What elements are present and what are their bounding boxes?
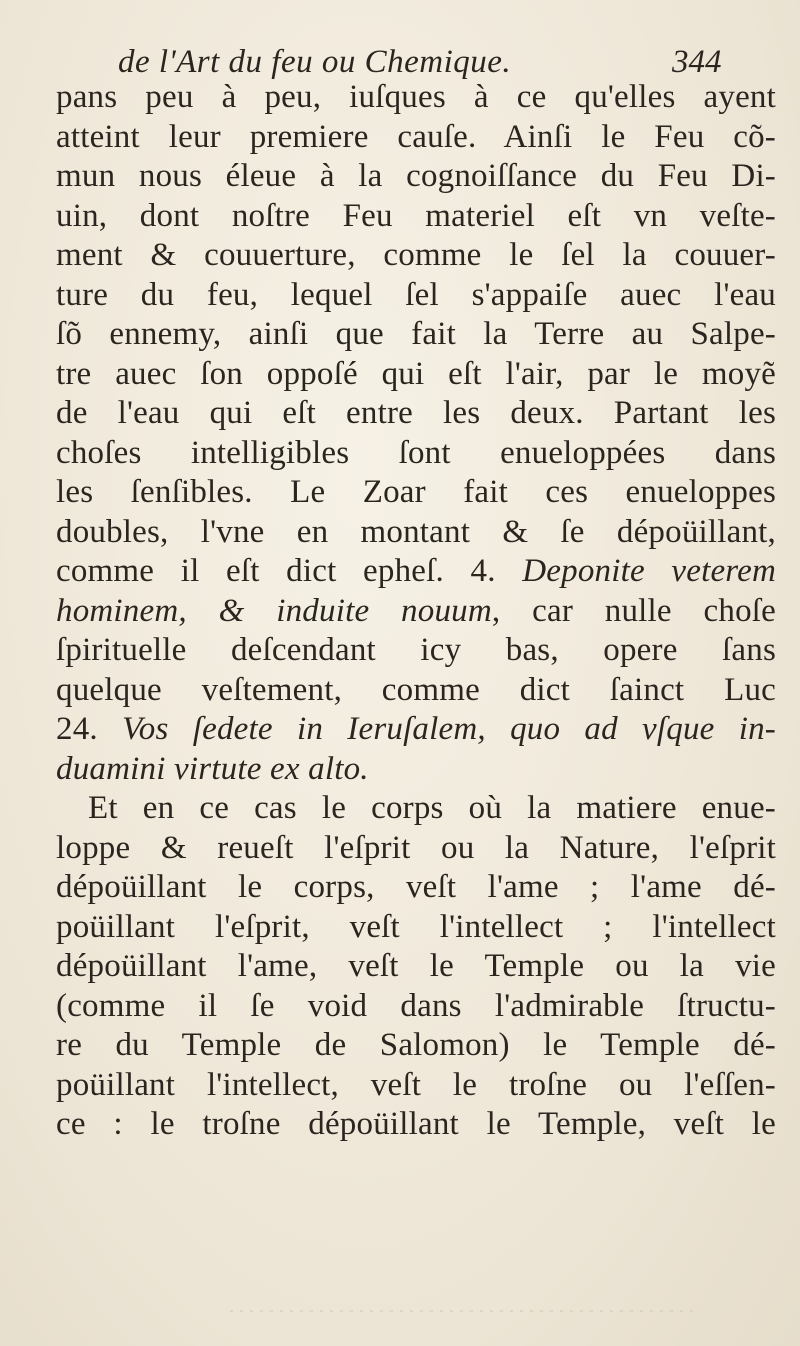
- text-line: [56, 434, 776, 474]
- text-line: [56, 552, 776, 592]
- page-number: 344: [672, 44, 722, 80]
- text-line: [56, 710, 776, 750]
- text-segment: ture du feu, lequel ſel s'appaiſe auec l'eau: [56, 276, 776, 313]
- text-line: [56, 118, 776, 158]
- text-segment: Et en ce cas le corps où la matiere enue-: [88, 790, 776, 826]
- text-line: [56, 315, 776, 355]
- text-line: [56, 947, 776, 987]
- body-text: [56, 78, 776, 1145]
- text-segment: (comme il ſe void dans l'admirable ſtructu-: [56, 987, 776, 1024]
- text-segment: re du Temple de Salomon) le Temple dé-: [56, 1027, 776, 1063]
- text-segment: les ſenſibles. Le Zoar fait ces enueloppes: [56, 474, 776, 510]
- italic-text-segment: hominem, & induite nouum: [56, 592, 492, 629]
- text-line: [56, 78, 776, 118]
- text-segment: de l'eau qui eſt entre les deux. Partant les: [56, 395, 776, 431]
- text-line: [56, 1105, 776, 1145]
- italic-text-segment: duamini virtute ex alto.: [56, 750, 369, 787]
- text-line: [56, 236, 776, 276]
- text-line: [56, 513, 776, 553]
- text-segment: tre auec ſon oppoſé qui eſt l'air, par le moyẽ: [56, 355, 776, 392]
- text-segment: , car nulle choſe: [491, 592, 776, 629]
- text-line: [56, 473, 776, 513]
- text-line: [56, 671, 776, 711]
- bottom-edge-shadow: [0, 1305, 800, 1346]
- text-segment: ſpirituelle deſcendant icy bas, opere ſans: [56, 632, 776, 668]
- text-segment: loppe & reueſt l'eſprit ou la Nature, l'eſprit: [56, 829, 776, 866]
- text-segment: comme il eſt dict ephеſ. 4.: [56, 553, 523, 589]
- italic-text-segment: Vos ſedete in Ieruſalem, quo ad vſque in-: [122, 711, 776, 747]
- text-segment: mun nous éleue à la cognoiſſance du Feu Di-: [56, 158, 776, 194]
- text-segment: dépoüillant le corps, veſt l'ame ; l'ame dé-: [56, 869, 776, 905]
- text-line: [56, 355, 776, 395]
- text-segment: doubles, l'vne en montant & ſe dépoüillant,: [56, 513, 776, 550]
- text-segment: atteint leur premiere cauſe. Ainſi le Feu cõ-: [56, 118, 776, 155]
- text-segment: 24.: [56, 711, 123, 747]
- text-line: [56, 987, 776, 1027]
- italic-text-segment: Deponite veterem: [522, 553, 776, 589]
- text-line: [56, 868, 776, 908]
- text-line: [56, 157, 776, 197]
- text-line: [56, 908, 776, 948]
- text-line: [56, 276, 776, 316]
- text-segment: ce : le troſne dépoüillant le Temple, veſt le: [56, 1106, 776, 1142]
- text-line: [56, 1026, 776, 1066]
- text-line: [56, 631, 776, 671]
- text-line: [56, 750, 776, 790]
- text-segment: ſõ ennemy, ainſi que fait la Terre au Salpe-: [56, 316, 776, 352]
- text-line: [56, 1066, 776, 1106]
- text-segment: uin, dont noſtre Feu materiel eſt vn veſte-: [56, 197, 776, 234]
- text-line: [56, 829, 776, 869]
- text-segment: ment & couuerture, comme le ſel la couuer-: [56, 237, 776, 273]
- text-line: [56, 197, 776, 237]
- text-line: [56, 394, 776, 434]
- text-segment: choſes intelligibles ſont enueloppées dans: [56, 434, 776, 471]
- text-line: [56, 592, 776, 632]
- text-line: [56, 789, 776, 829]
- running-title: de l'Art du feu ou Chemique.: [118, 44, 512, 80]
- text-segment: quelque veſtement, comme dict ſainct Luc: [56, 671, 776, 708]
- text-segment: poüillant l'intellect, veſt le troſne ou l'eſſen-: [56, 1066, 776, 1103]
- text-segment: poüillant l'eſprit, veſt l'intellect ; l'intellect: [56, 908, 776, 945]
- text-segment: pans peu à peu, iuſques à ce qu'elles ayent: [56, 79, 776, 115]
- text-segment: dépoüillant l'ame, veſt le Temple ou la vie: [56, 948, 776, 984]
